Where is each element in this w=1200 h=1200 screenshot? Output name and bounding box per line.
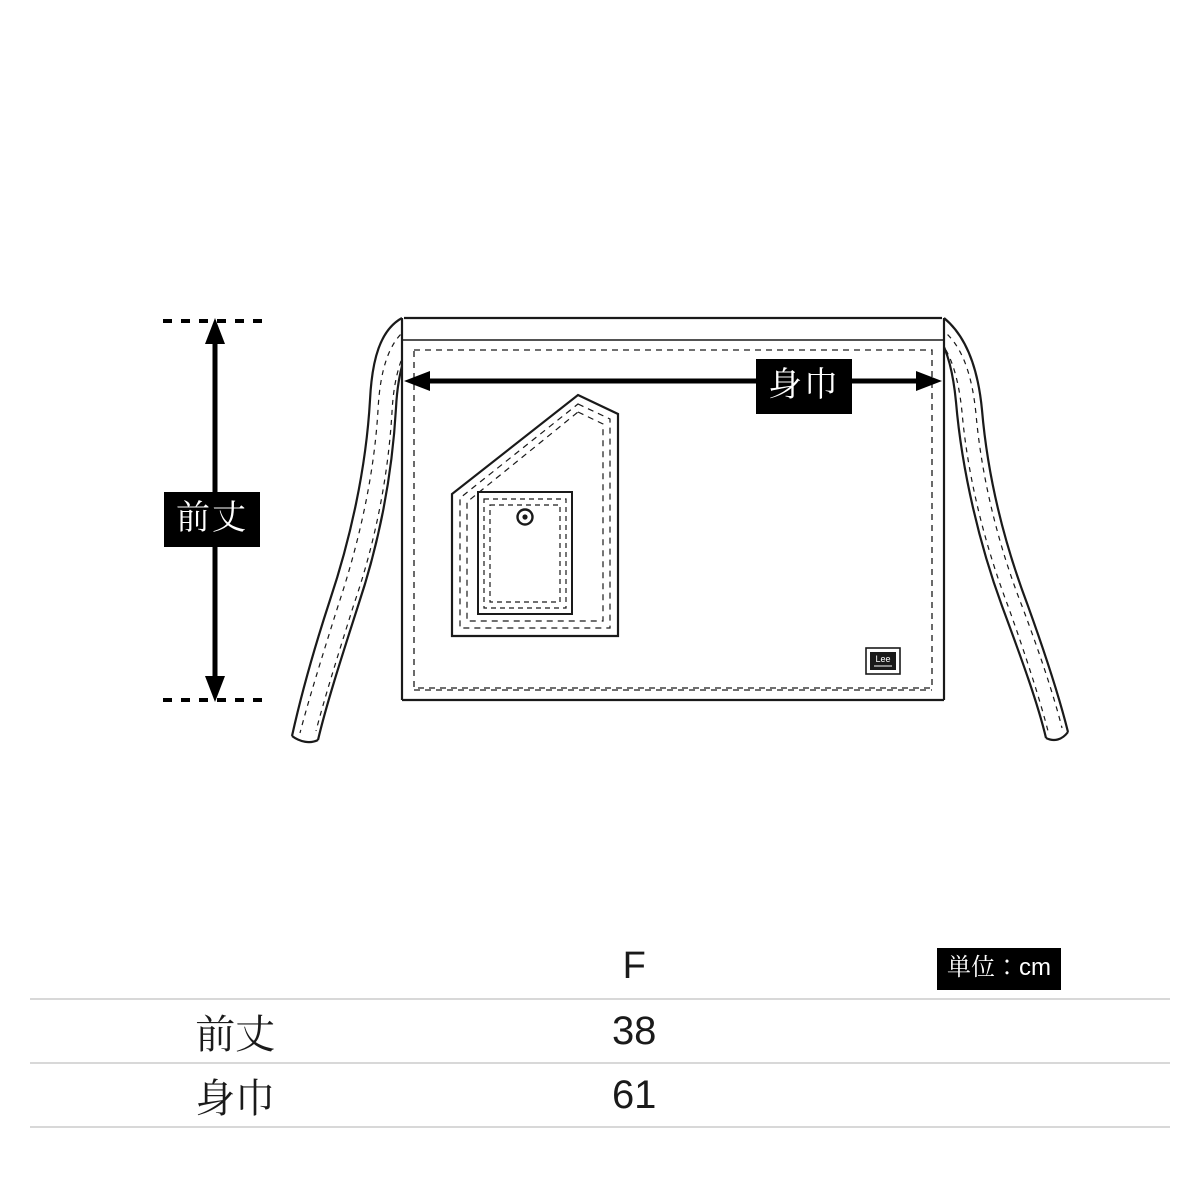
size-table-body <box>30 999 1170 1127</box>
size-table <box>30 940 1170 1128</box>
brand-label-tag <box>866 648 900 674</box>
table-row <box>30 999 1170 1063</box>
size-table-corner-cell <box>30 940 440 999</box>
unit-chip: 単位：cm <box>937 948 1061 990</box>
row-value-body-width: 61 <box>611 1072 657 1117</box>
unit-chip-cell <box>828 940 1170 999</box>
small-pocket <box>478 492 572 614</box>
callout-front-length: 前丈 <box>164 492 260 547</box>
size-table-head <box>30 940 1170 999</box>
row-label-body-width: 身巾 <box>195 1076 276 1121</box>
brand-label-text: Lee <box>875 654 891 664</box>
table-row <box>30 1063 1170 1127</box>
callout-body-width: 身巾 <box>756 359 852 414</box>
size-table-section <box>0 940 1200 1128</box>
row-spacer-front-length <box>828 999 1170 1063</box>
snap-button-icon <box>518 510 533 525</box>
row-spacer-body-width <box>828 1063 1170 1127</box>
size-column-header-F: F <box>622 944 646 987</box>
row-label-front-length: 前丈 <box>195 1012 276 1057</box>
row-value-front-length: 38 <box>611 1008 657 1053</box>
size-table-header-row <box>30 940 1170 999</box>
